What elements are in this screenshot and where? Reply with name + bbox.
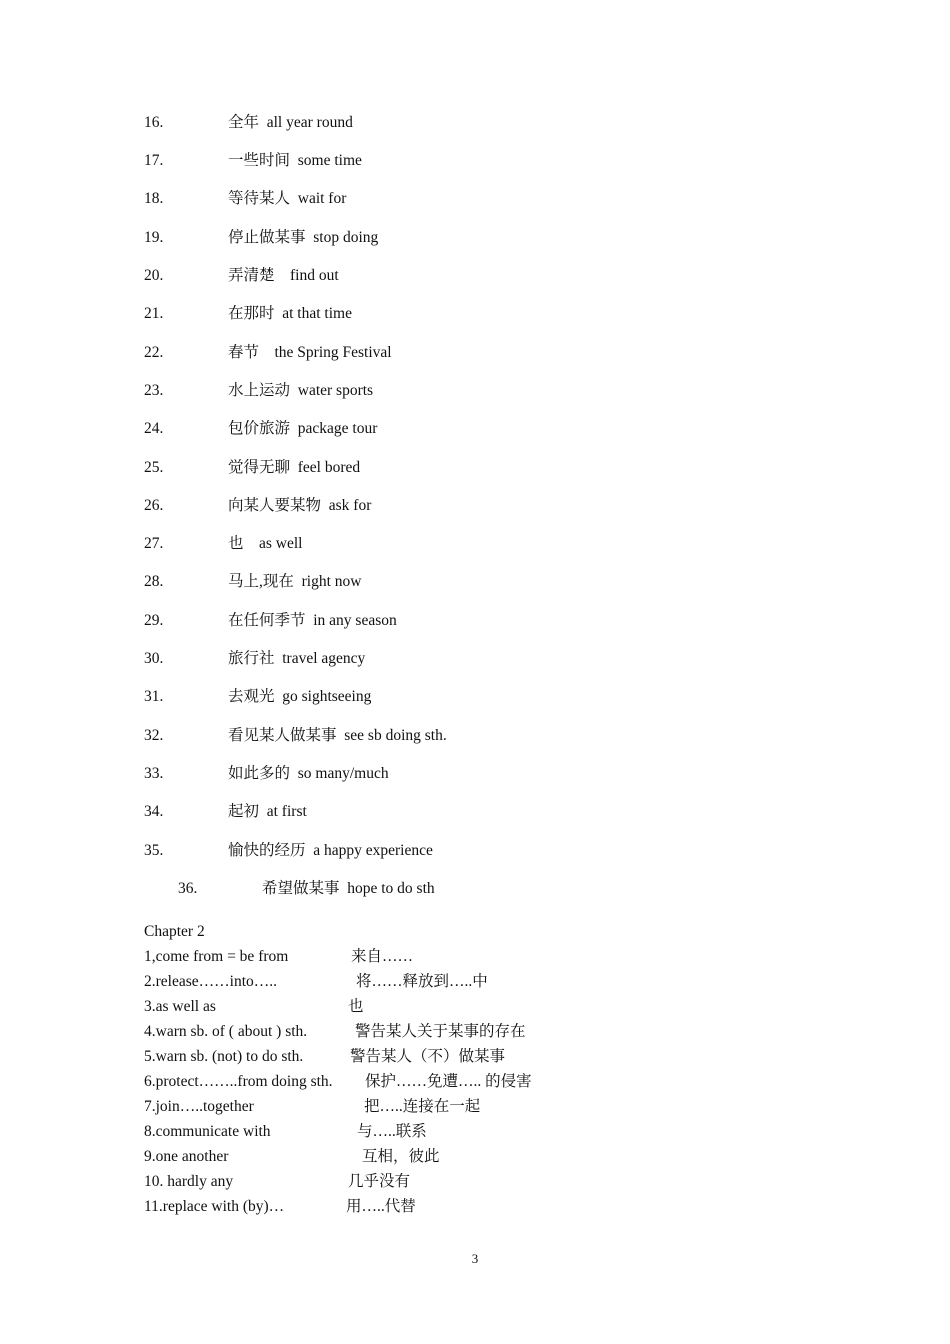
chapter-item-chinese: 警告某人关于某事的存在: [355, 1023, 526, 1040]
phrase-number: 33.: [144, 765, 164, 782]
phrase-number: 32.: [144, 727, 164, 744]
phrase-text: 一些时间 some time: [228, 152, 362, 169]
phrase-number: 23.: [144, 382, 164, 399]
phrase-text: 在任何季节 in any season: [228, 612, 397, 629]
chapter-item: [144, 1071, 532, 1093]
chapter-item-chinese: 用…..代替: [346, 1198, 416, 1215]
chapter-item: [144, 996, 364, 1018]
phrase-text: 在那时 at that time: [228, 305, 352, 322]
phrase-text: 起初 at first: [228, 803, 307, 820]
phrase-number: 22.: [144, 344, 164, 361]
phrase-text: 马上,现在 right now: [228, 573, 362, 590]
chapter-item: [144, 1096, 481, 1118]
phrase-item: [144, 417, 378, 441]
phrase-text: 春节 the Spring Festival: [228, 344, 392, 361]
phrase-item: [144, 187, 347, 211]
chapter-item: [144, 1171, 411, 1193]
phrase-item: [144, 149, 362, 173]
chapter-item-chinese: 互相，彼此: [362, 1148, 440, 1165]
phrase-text: 等待某人 wait for: [228, 190, 347, 207]
phrase-text: 也 as well: [228, 535, 303, 552]
phrase-text: 包价旅游 package tour: [228, 420, 378, 437]
chapter-item-chinese: 与…..联系: [357, 1123, 427, 1140]
phrase-text: 如此多的 so many/much: [228, 765, 389, 782]
phrase-number: 21.: [144, 305, 164, 322]
phrase-item: [144, 456, 361, 480]
phrase-number: 27.: [144, 535, 164, 552]
phrase-text: 愉快的经历 a happy experience: [228, 842, 433, 859]
phrase-item: [144, 839, 433, 863]
chapter-item-chinese: 将……释放到…..中: [356, 973, 488, 990]
chapter-item: [144, 1196, 416, 1218]
phrase-number: 26.: [144, 497, 164, 514]
phrase-number: 18.: [144, 190, 164, 207]
chapter-item-chinese: 保护……免遭….. 的侵害: [365, 1073, 532, 1090]
chapter-item-english: 4.warn sb. of ( about ) sth.: [144, 1023, 308, 1040]
chapter-item: [144, 946, 414, 968]
chapter-item-english: 6.protect……..from doing sth.: [144, 1073, 333, 1090]
phrase-item: [144, 532, 303, 556]
phrase-item: [144, 494, 372, 518]
chapter-item: [144, 971, 488, 993]
phrase-item: [144, 609, 397, 633]
phrase-number: 25.: [144, 459, 164, 476]
phrase-item: [144, 379, 374, 403]
phrase-text: 希望做某事 hope to do sth: [262, 880, 435, 897]
phrase-number: 36.: [178, 880, 198, 897]
chapter-item-english: 9.one another: [144, 1148, 229, 1165]
phrase-number: 16.: [144, 114, 164, 131]
phrase-text: 看见某人做某事 see sb doing sth.: [228, 727, 447, 744]
chapter-item-chinese: 警告某人（不）做某事: [350, 1048, 506, 1065]
phrase-item: [144, 264, 339, 288]
chapter-item-english: 2.release……into…..: [144, 973, 278, 990]
phrase-text: 觉得无聊 feel bored: [228, 459, 361, 476]
phrase-item: [144, 762, 389, 786]
phrase-text: 弄清楚 find out: [228, 267, 339, 284]
phrase-item: [144, 341, 392, 365]
chapter-item: [144, 1046, 506, 1068]
phrase-text: 向某人要某物 ask for: [228, 497, 372, 514]
phrase-number: 20.: [144, 267, 164, 284]
phrase-number: 31.: [144, 688, 164, 705]
phrase-number: 34.: [144, 803, 164, 820]
chapter-item: [144, 1146, 440, 1168]
phrase-item: [144, 800, 307, 824]
chapter-item-english: 8.communicate with: [144, 1123, 271, 1140]
phrase-text: 水上运动 water sports: [228, 382, 374, 399]
phrase-number: 19.: [144, 229, 164, 246]
chapter-item-english: 10. hardly any: [144, 1173, 234, 1190]
chapter-item-chinese: 来自……: [351, 948, 414, 965]
phrase-text: 全年 all year round: [228, 114, 353, 131]
phrase-number: 28.: [144, 573, 164, 590]
phrase-item: [144, 302, 352, 326]
phrase-item: [144, 685, 372, 709]
chapter-item-english: 7.join…..together: [144, 1098, 254, 1115]
phrase-item: [144, 111, 353, 135]
chapter-item: [144, 1121, 427, 1143]
chapter-item-english: 5.warn sb. (not) to do sth.: [144, 1048, 304, 1065]
chapter-item: [144, 1021, 526, 1043]
phrase-number: 30.: [144, 650, 164, 667]
phrase-item: [144, 647, 366, 671]
chapter-item-chinese: 也: [348, 998, 364, 1015]
phrase-text: 旅行社 travel agency: [228, 650, 366, 667]
phrase-item: [144, 570, 362, 594]
chapter-title: Chapter 2: [144, 923, 205, 940]
chapter-item-chinese: 几乎没有: [348, 1173, 411, 1190]
page-number: 3: [471, 1251, 479, 1266]
phrase-item: [144, 724, 447, 748]
chapter-item-chinese: 把…..连接在一起: [364, 1098, 481, 1115]
phrase-number: 35.: [144, 842, 164, 859]
phrase-text: 停止做某事 stop doing: [228, 229, 379, 246]
phrase-number: 17.: [144, 152, 164, 169]
phrase-number: 29.: [144, 612, 164, 629]
chapter-item-english: 3.as well as: [144, 998, 216, 1015]
phrase-number: 24.: [144, 420, 164, 437]
phrase-item: [178, 877, 435, 901]
chapter-item-english: 1,come from = be from: [144, 948, 289, 965]
chapter-item-english: 11.replace with (by)…: [144, 1198, 285, 1215]
phrase-text: 去观光 go sightseeing: [228, 688, 372, 705]
phrase-item: [144, 226, 379, 250]
